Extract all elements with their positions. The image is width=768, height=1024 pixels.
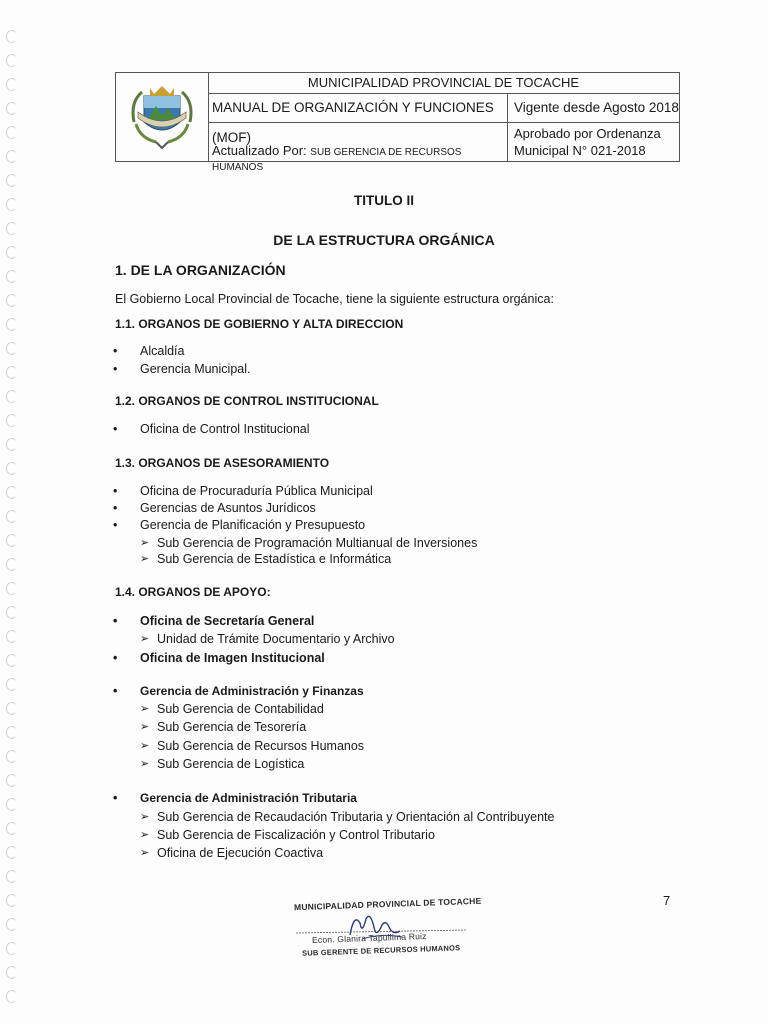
header-vigencia: Vigente desde Agosto 2018 <box>508 93 679 123</box>
list-item: Oficina de Imagen Institucional <box>140 651 325 665</box>
sub-list-item: Oficina de Ejecución Coactiva <box>157 846 324 860</box>
s13-heading: 1.3. ORGANOS DE ASESORAMIENTO <box>115 456 330 470</box>
list-item: Oficina de Secretaría General <box>140 614 315 628</box>
bullet: • <box>113 501 118 515</box>
stamp-name: Econ. Glanira Tapullima Ruiz <box>311 931 427 945</box>
list-item: Gerencia de Administración y Finanzas <box>140 684 364 698</box>
arrow-icon: ➢ <box>140 553 150 565</box>
arrow-icon: ➢ <box>140 740 150 752</box>
header-approved <box>508 123 679 161</box>
sub-list-item: Sub Gerencia de Recaudación Tributaria y Orientación al Contribuyente <box>157 810 555 824</box>
approved-line-1: Aprobado por Ordenanza <box>514 126 661 141</box>
bullet: • <box>113 422 118 436</box>
arrow-icon: ➢ <box>140 847 150 859</box>
approved-line-2: Municipal N° 021-2018 <box>514 143 646 158</box>
signature-stamp <box>290 895 482 975</box>
sub-list-item: Sub Gerencia de Contabilidad <box>157 702 324 716</box>
bullet: • <box>113 484 118 498</box>
sub-list-item: Sub Gerencia de Logística <box>157 757 305 771</box>
arrow-icon: ➢ <box>140 537 150 549</box>
sub-list-item: Sub Gerencia de Fiscalización y Control Tributario <box>157 828 435 842</box>
arrow-icon: ➢ <box>140 811 150 823</box>
s11-heading: 1.1. ORGANOS DE GOBIERNO Y ALTA DIRECCION <box>115 317 404 331</box>
s12-heading: 1.2. ORGANOS DE CONTROL INSTITUCIONAL <box>115 394 379 408</box>
list-item: Oficina de Control Institucional <box>140 422 310 436</box>
list-item: Alcaldía <box>140 344 185 358</box>
bullet: • <box>113 344 118 358</box>
header-institution: MUNICIPALIDAD PROVINCIAL DE TOCACHE <box>208 73 679 94</box>
municipality-logo <box>116 73 209 161</box>
sub-list-item: Sub Gerencia de Recursos Humanos <box>157 739 365 753</box>
bullet: • <box>113 362 118 376</box>
sub-list-item: Unidad de Trámite Documentario y Archivo <box>157 632 395 646</box>
bullet: • <box>113 651 118 665</box>
page-number: 7 <box>663 893 671 908</box>
bullet: • <box>113 518 118 532</box>
list-item: Gerencia de Planificación y Presupuesto <box>140 518 366 532</box>
updated-by: SUB GERENCIA DE RECURSOS HUMANOS <box>212 147 462 173</box>
s14-heading: 1.4. ORGANOS DE APOYO: <box>115 585 271 599</box>
section1-heading: 1. DE LA ORGANIZACIÓN <box>115 262 286 278</box>
arrow-icon: ➢ <box>140 721 150 733</box>
binder-holes <box>4 30 20 1010</box>
arrow-icon: ➢ <box>140 703 150 715</box>
arrow-icon: ➢ <box>140 633 150 645</box>
header-manual-title: MANUAL DE ORGANIZACIÓN Y FUNCIONES (MOF) <box>208 93 508 123</box>
sub-list-item: Sub Gerencia de Tesorería <box>157 720 307 734</box>
list-item: Oficina de Procuraduría Pública Municipal <box>140 484 373 498</box>
bullet: • <box>113 614 118 628</box>
stamp-role: SUB GERENTE DE RECURSOS HUMANOS <box>301 943 461 958</box>
document-header <box>115 72 680 173</box>
bullet: • <box>113 791 118 805</box>
sub-list-item: Sub Gerencia de Programación Multianual de Inversiones <box>157 536 478 550</box>
updated-label: Actualizado Por: <box>212 143 307 158</box>
list-item: Gerencias de Asuntos Jurídicos <box>140 501 316 515</box>
section1-intro: El Gobierno Local Provincial de Tocache, tiene la siguiente estructura orgánica: <box>115 292 554 306</box>
bullet: • <box>113 684 118 698</box>
header-updated <box>208 123 508 173</box>
subtitle: DE LA ESTRUCTURA ORGÁNICA <box>273 232 495 248</box>
arrow-icon: ➢ <box>140 829 150 841</box>
title: TITULO II <box>354 193 414 208</box>
stamp-institution: MUNICIPALIDAD PROVINCIAL DE TOCACHE <box>293 895 482 913</box>
list-item: Gerencia Municipal. <box>140 362 251 376</box>
list-item: Gerencia de Administración Tributaria <box>140 791 357 805</box>
arrow-icon: ➢ <box>140 758 150 770</box>
sub-list-item: Sub Gerencia de Estadística e Informática <box>157 552 392 566</box>
